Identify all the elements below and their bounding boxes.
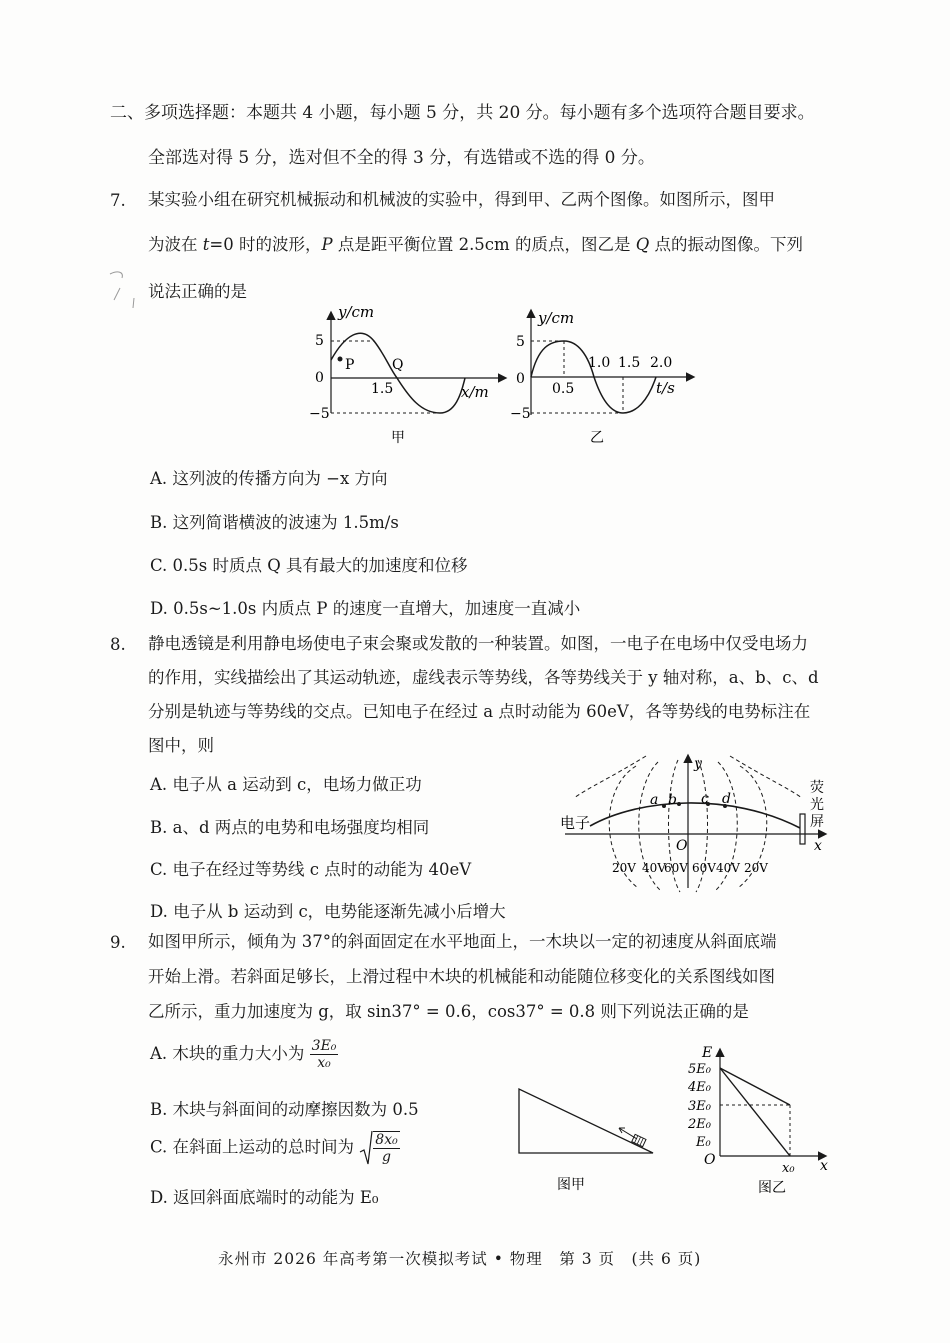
question-8-number: 8.	[110, 635, 126, 654]
label-b: b	[668, 792, 677, 808]
question-8-line4: 图中，则	[148, 736, 214, 755]
section-heading: 二、多项选择题：本题共 4 小题，每小题 5 分，共 20 分。每小题有多个选项符合题目要求。	[110, 103, 815, 123]
label-origin: O	[676, 838, 688, 854]
x-axis-label: t/s	[656, 379, 675, 397]
label-p: P	[345, 357, 355, 373]
question-9-line1: 如图甲所示，倾角为 37°的斜面固定在水平地面上，一木块以一定的初速度从斜面底端	[148, 932, 777, 951]
caption-jia: 甲	[391, 430, 405, 446]
option-label: D.	[150, 599, 168, 618]
option-text: 木块与斜面间的动摩擦因数为 0.5	[172, 1100, 419, 1119]
wooden-block	[632, 1134, 646, 1146]
option-text: 0.5s 时质点 Q 具有最大的加速度和位移	[172, 556, 468, 575]
label-y: y	[694, 756, 702, 772]
option-label: A.	[150, 1044, 168, 1063]
tick-neg5: −5	[510, 406, 531, 422]
option-label: D.	[150, 1188, 168, 1207]
q8-option-b[interactable]	[150, 814, 429, 838]
option-label: C.	[150, 1137, 168, 1157]
tick-2-0: 2.0	[650, 355, 673, 371]
q7-var-t: t	[202, 235, 210, 254]
fraction	[373, 1131, 399, 1165]
pencil-mark-icon	[100, 268, 140, 313]
potential-label: 60V	[664, 861, 688, 875]
potential-label: 40V	[716, 861, 740, 875]
option-label: B.	[150, 513, 168, 532]
y-axis-label: y/cm	[538, 309, 575, 327]
wave-curve	[331, 333, 465, 413]
incline-figure	[515, 1085, 660, 1195]
question-7-line2	[148, 234, 803, 256]
question-7-line3: 说法正确的是	[148, 282, 247, 301]
label-q: Q	[392, 357, 404, 373]
label-a: a	[650, 792, 659, 808]
option-label: B.	[150, 1100, 168, 1119]
question-7-number: 7.	[110, 191, 126, 210]
question-9-number: 9.	[110, 933, 126, 952]
option-text: 返回斜面底端时的动能为 E₀	[173, 1188, 379, 1207]
tick-5: 5	[315, 333, 324, 349]
question-8-line1: 静电透镜是利用静电场使电子束会聚或发散的一种装置。如图，一电子在电场中仅受电场力	[148, 634, 808, 653]
q8-option-a[interactable]	[150, 771, 422, 795]
q7-var-p: P	[321, 235, 333, 254]
y-axis-label: y/cm	[338, 305, 375, 321]
fraction	[310, 1038, 339, 1071]
vibration-graph-yi	[508, 305, 703, 450]
q9-option-c[interactable]	[150, 1130, 400, 1166]
point-p	[338, 357, 343, 362]
label-e: E	[702, 1045, 713, 1061]
level-3e0: 3E₀	[688, 1099, 711, 1114]
label-screen-2: 光	[810, 797, 824, 813]
label-electron: 电子	[560, 814, 591, 832]
tick-0-5: 0.5	[552, 381, 575, 397]
level-5e0: 5E₀	[688, 1062, 711, 1077]
caption-yi: 乙	[590, 430, 604, 446]
option-text: 这列简谐横波的波速为 1.5m/s	[172, 513, 399, 532]
square-root	[359, 1130, 399, 1166]
x-axis-label: x/m	[461, 383, 489, 401]
kinetic-energy-line	[720, 1068, 790, 1156]
fluorescent-screen	[800, 814, 805, 844]
tick-neg5: −5	[309, 406, 330, 422]
label-screen-3: 屏	[810, 814, 824, 830]
incline-triangle	[519, 1089, 653, 1153]
q7-option-b[interactable]	[150, 509, 399, 533]
q7-option-a[interactable]	[150, 465, 388, 489]
label-d: d	[722, 791, 731, 807]
question-9-line3: 乙所示，重力加速度为 g，取 sin37° = 0.6，cos37° = 0.8 则下列说法正确的是	[148, 1002, 749, 1021]
electron-trajectory	[590, 803, 800, 828]
point-a	[662, 804, 666, 808]
q9-option-b[interactable]	[150, 1096, 419, 1120]
label-x: x	[820, 1158, 828, 1174]
option-label: B.	[150, 818, 168, 837]
option-label: C.	[150, 860, 168, 879]
q9-option-d[interactable]	[150, 1184, 379, 1208]
energy-graph	[680, 1038, 840, 1198]
question-8-line2: 的作用，实线描绘出了其运动轨迹，虚线表示等势线，各等势线关于 y 轴对称，a、b、c、d	[148, 668, 819, 687]
tick-0: 0	[516, 371, 525, 387]
fraction-numerator: 3E₀	[311, 1038, 337, 1054]
level-e0: E₀	[696, 1135, 711, 1150]
q7-text-d: 点的振动图像。下列	[649, 235, 803, 254]
label-x: x	[814, 838, 822, 854]
fraction-numerator: 8x₀	[375, 1132, 398, 1148]
label-origin: O	[704, 1152, 716, 1168]
q9-option-a[interactable]	[150, 1038, 338, 1071]
option-text: 这列波的传播方向为 −x 方向	[172, 469, 388, 488]
fraction-denominator: g	[382, 1149, 391, 1165]
q8-option-c[interactable]	[150, 856, 471, 880]
label-c: c	[701, 791, 709, 807]
q7-text-a: 为波在	[148, 235, 203, 254]
question-9-line2: 开始上滑。若斜面足够长，上滑过程中木块的机械能和动能随位移变化的关系图线如图	[148, 967, 775, 986]
q7-option-d[interactable]	[150, 595, 580, 619]
question-8-line3: 分别是轨迹与等势线的交点。已知电子在经过 a 点时动能为 60eV，各等势线的电势标注在	[148, 702, 811, 721]
section-instructions: 全部选对得 5 分，选对但不全的得 3 分，有选错或不选的得 0 分。	[148, 148, 655, 168]
potential-label: 40V	[642, 861, 666, 875]
q8-option-d[interactable]	[150, 898, 506, 922]
option-text: 在斜面上运动的总时间为	[172, 1137, 355, 1157]
option-label: D.	[150, 902, 168, 921]
wave-graph-jia	[305, 305, 510, 450]
option-text: 0.5s~1.0s 内质点 P 的速度一直增大，加速度一直减小	[173, 599, 581, 618]
caption-tu-jia: 图甲	[557, 1177, 585, 1193]
option-label: C.	[150, 556, 168, 575]
tick-1-5: 1.5	[618, 355, 641, 371]
potential-label: 60V	[692, 861, 716, 875]
option-text: 木块的重力大小为	[172, 1044, 305, 1063]
mechanical-energy-line	[720, 1068, 790, 1105]
potential-label: 20V	[744, 861, 768, 875]
label-x0: x₀	[782, 1161, 795, 1176]
q7-text-c: 点是距平衡位置 2.5cm 的质点，图乙是	[332, 235, 636, 254]
tick-5: 5	[516, 334, 525, 350]
q7-option-c[interactable]	[150, 552, 468, 576]
tick-0: 0	[315, 370, 324, 386]
option-text: 电子从 b 运动到 c，电势能逐渐先减小后增大	[173, 902, 506, 921]
caption-tu-yi: 图乙	[758, 1180, 786, 1196]
option-label: A.	[150, 469, 168, 488]
point-b	[677, 802, 681, 806]
tick-1-0: 1.0	[588, 355, 611, 371]
option-text: 电子从 a 运动到 c，电场力做正功	[172, 775, 422, 794]
q7-var-q: Q	[635, 235, 650, 254]
page-footer: 永州市 2026 年高考第一次模拟考试 • 物理 第 3 页 (共 6 页)	[218, 1250, 702, 1268]
question-7-line1: 某实验小组在研究机械振动和机械波的实验中，得到甲、乙两个图像。如图所示，图甲	[148, 190, 775, 209]
option-label: A.	[150, 775, 168, 794]
electrostatic-lens-figure	[560, 748, 845, 898]
tick-1-5: 1.5	[371, 381, 394, 397]
arrow-head-icon	[619, 1128, 625, 1133]
level-4e0: 4E₀	[688, 1080, 711, 1095]
radical-sign-icon	[359, 1130, 373, 1166]
potential-label: 20V	[612, 861, 636, 875]
option-text: a、d 两点的电势和电场强度均相同	[172, 818, 430, 837]
fraction-denominator: x₀	[317, 1055, 331, 1071]
option-text: 电子在经过等势线 c 点时的动能为 40eV	[172, 860, 472, 879]
level-2e0: 2E₀	[688, 1117, 711, 1132]
q7-text-b: =0 时的波形，	[209, 235, 322, 254]
label-screen-1: 荧	[810, 780, 824, 796]
